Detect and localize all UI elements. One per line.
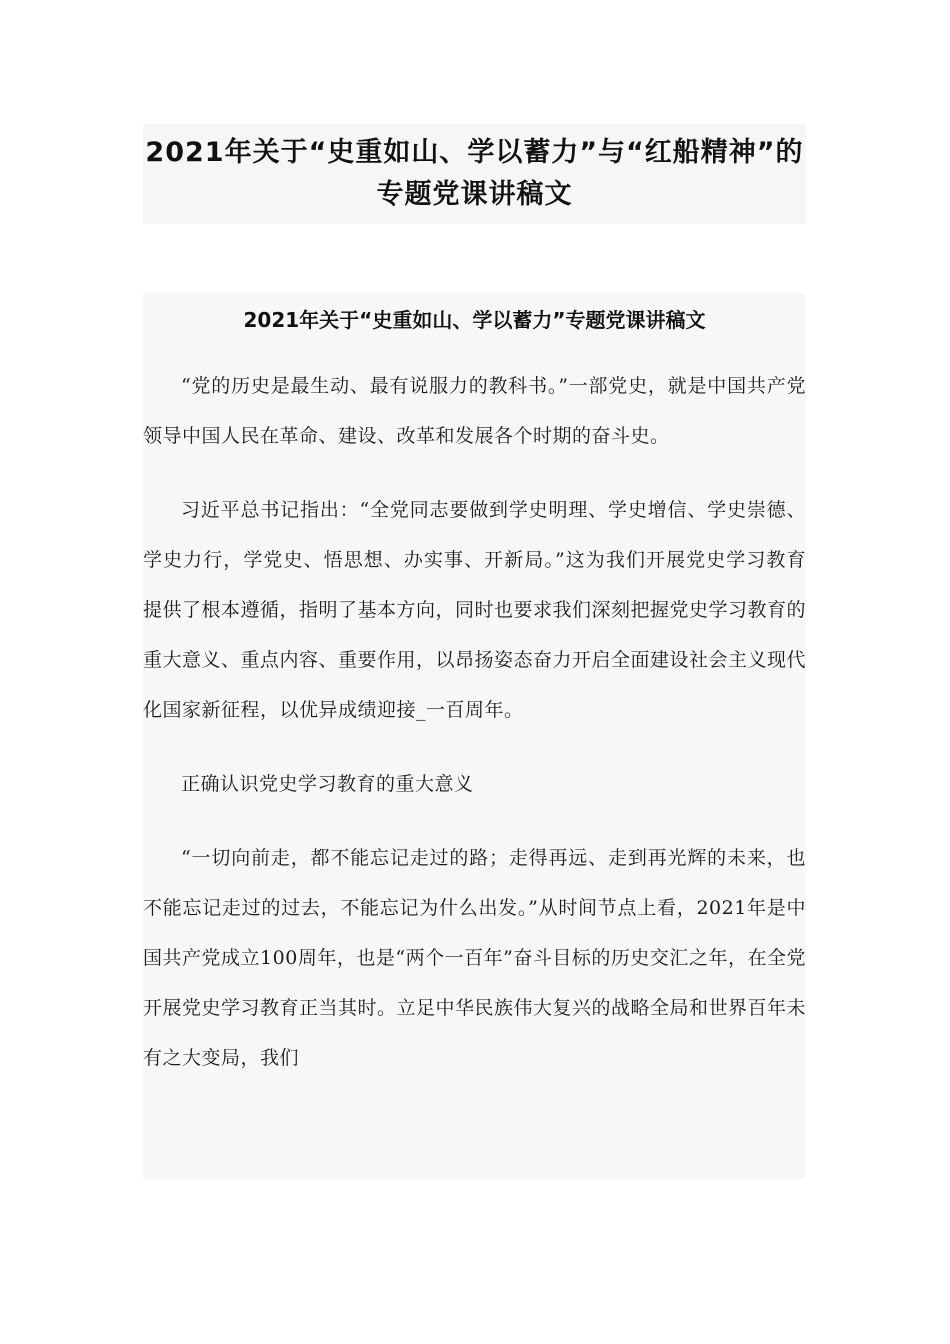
paragraph-3: “一切向前走，都不能忘记走过的路；走得再远、走到再光辉的未来，也不能忘记走过的过去，不能忘记为什么出发。”从时间节点上看，2021年是中国共产党成立100周年，也是“两个一百年”奋斗目标的历史交汇之年，在全党开展党史学习教育正当其时。立足中华民族伟大复兴的战略全局和世界百年未有之大变局，我们 (143, 847, 807, 1069)
section-heading: 正确认识党史学习教育的重大意义 (181, 773, 474, 795)
paragraph-1: “党的历史是最生动、最有说服力的教科书。”一部党史，就是中国共产党领导中国人民在革命、建设、改革和发展各个时期的奋斗史。 (143, 375, 806, 447)
title-block (143, 124, 806, 224)
section-title: 2021年关于“史重如山、学以蓄力”专题党课讲稿文 (243, 308, 706, 332)
document-title: 2021年关于“史重如山、学以蓄力”与“红船精神”的专题党课讲稿文 (145, 137, 804, 210)
paragraph-2: 习近平总书记指出：“全党同志要做到学史明理、学史增信、学史崇德、学史力行，学党史、悟思想、办实事、开新局。”这为我们开展党史学习教育提供了根本遵循，指明了基本方向，同时也要求我们深刻把握党史学习教育的重大意义、重点内容、重要作用，以昂扬姿态奋力开启全面建设社会主义现代化国家新征程，以优异成绩迎接_一百周年。 (143, 499, 807, 721)
content-block (143, 293, 806, 1179)
